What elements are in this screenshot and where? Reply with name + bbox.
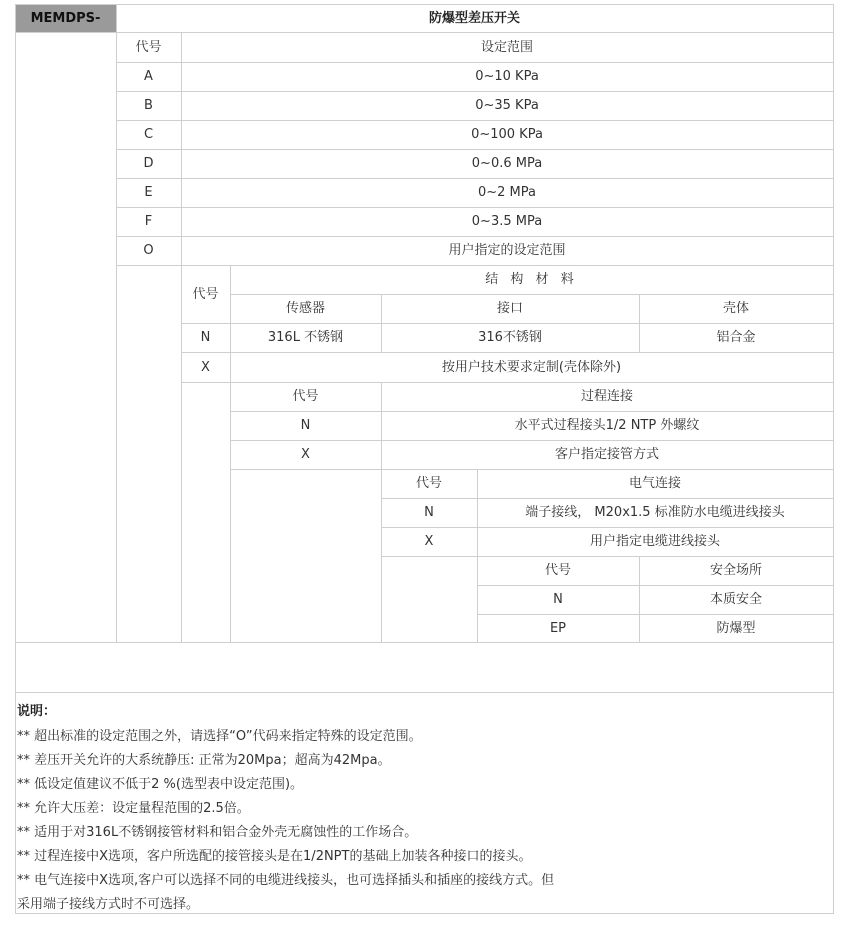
grid-line xyxy=(116,207,833,208)
material-housing-n: 铝合金 xyxy=(716,330,756,345)
note-line: ** 过程连接中X选项，客户所选配的接管接头是在1/2NPT的基础上加装各种接口的接头。 xyxy=(17,849,532,864)
grid-line xyxy=(181,33,182,643)
note-line: ** 差压开关允许的大系统静压: 正常为20Mpa；超高为42Mpa。 xyxy=(17,753,391,768)
grid-line xyxy=(639,294,640,323)
grid-line xyxy=(477,614,833,615)
note-line: ** 超出标准的设定范围之外，请选择“O”代码来指定特殊的设定范围。 xyxy=(17,729,422,744)
material-code-n: N xyxy=(200,330,211,345)
grid-line xyxy=(15,692,833,693)
grid-line xyxy=(381,382,382,643)
model-prefix-cell: MEMDPS- xyxy=(15,4,116,32)
grid-line xyxy=(116,265,833,266)
material-code-header: 代号 xyxy=(192,286,219,302)
electrical-code-header: 代号 xyxy=(415,476,442,491)
process-value-header: 过程连接 xyxy=(580,389,633,404)
grid-line xyxy=(181,323,833,324)
safety-value-n: 本质安全 xyxy=(709,592,762,607)
grid-line xyxy=(15,642,833,643)
grid-line xyxy=(477,585,833,586)
range-code-o: O xyxy=(143,243,154,258)
electrical-code-x: X xyxy=(424,534,434,549)
grid-line xyxy=(15,4,833,5)
process-value-n: 水平式过程接头1/2 NTP 外螺纹 xyxy=(514,418,700,433)
grid-line xyxy=(181,382,833,383)
grid-line xyxy=(116,149,833,150)
range-value-header: 设定范围 xyxy=(480,40,533,55)
material-group-header: 结 构 材 料 xyxy=(485,272,578,287)
note-line: ** 适用于对316L不锈钢接管材料和铝合金外壳无腐蚀性的工作场合。 xyxy=(17,825,418,840)
note-line: ** 电气连接中X选项,客户可以选择不同的电缆进线接头，也可选择插头和插座的接线方式。但 xyxy=(17,873,555,888)
grid-line xyxy=(116,236,833,237)
range-value-b: 0~35 KPa xyxy=(475,98,539,113)
process-code-header: 代号 xyxy=(292,389,319,404)
grid-line xyxy=(116,120,833,121)
grid-line xyxy=(116,4,117,643)
note-line: ** 低设定值建议不低于2 %(选型表中设定范围)。 xyxy=(17,777,304,792)
grid-line xyxy=(833,4,834,914)
note-line: 采用端子接线方式时不可选择。 xyxy=(17,897,200,912)
range-code-a: A xyxy=(144,69,153,84)
material-sensor-n: 316L 不锈钢 xyxy=(267,330,344,345)
safety-value-header: 安全场所 xyxy=(709,563,762,578)
process-value-x: 客户指定接管方式 xyxy=(554,447,659,462)
grid-line xyxy=(181,352,833,353)
range-code-d: D xyxy=(143,156,154,171)
process-code-x: X xyxy=(301,447,310,462)
material-code-x: X xyxy=(201,359,210,375)
range-code-header: 代号 xyxy=(135,40,162,55)
electrical-value-header: 电气连接 xyxy=(628,476,681,491)
notes-heading: 说明： xyxy=(17,704,57,719)
material-port-n: 316不锈钢 xyxy=(478,330,542,345)
material-port-header: 接口 xyxy=(496,301,523,316)
grid-line xyxy=(381,294,382,323)
grid-line xyxy=(381,556,833,557)
grid-line xyxy=(15,913,833,914)
range-value-o: 用户指定的设定范围 xyxy=(448,243,566,258)
safety-code-header: 代号 xyxy=(544,563,571,578)
grid-line xyxy=(477,469,478,643)
grid-line xyxy=(381,527,833,528)
grid-line xyxy=(230,411,833,412)
grid-line xyxy=(15,4,16,914)
electrical-value-x: 用户指定电缆进线接头 xyxy=(589,534,720,549)
safety-code-n: N xyxy=(553,592,563,607)
grid-line xyxy=(381,498,833,499)
range-code-b: B xyxy=(144,98,153,113)
grid-line xyxy=(15,32,833,33)
grid-line xyxy=(116,91,833,92)
grid-line xyxy=(639,323,640,352)
range-value-e: 0~2 MPa xyxy=(477,185,536,200)
range-code-f: F xyxy=(144,214,153,229)
grid-line xyxy=(381,323,382,352)
range-value-c: 0~100 KPa xyxy=(471,127,543,142)
grid-line xyxy=(230,440,833,441)
safety-code-ep: EP xyxy=(549,621,567,636)
material-custom-x: 按用户技术要求定制(壳体除外) xyxy=(441,359,622,375)
range-code-c: C xyxy=(143,127,154,142)
table-title: 防爆型差压开关 xyxy=(428,10,520,26)
grid-line xyxy=(230,294,833,295)
range-value-d: 0~0.6 MPa xyxy=(471,156,543,171)
range-code-e: E xyxy=(144,185,153,200)
grid-line xyxy=(639,556,640,643)
range-value-f: 0~3.5 MPa xyxy=(471,214,543,229)
grid-line xyxy=(116,62,833,63)
material-housing-header: 壳体 xyxy=(722,301,749,316)
grid-line xyxy=(230,265,231,643)
electrical-value-n: 端子接线， M20x1.5 标准防水电缆进线接头 xyxy=(525,505,785,520)
range-value-a: 0~10 KPa xyxy=(475,69,539,84)
safety-value-ep: 防爆型 xyxy=(716,621,756,636)
note-line: ** 允许大压差：设定量程范围的2.5倍。 xyxy=(17,801,250,816)
grid-line xyxy=(230,469,833,470)
material-sensor-header: 传感器 xyxy=(285,301,325,316)
process-code-n: N xyxy=(300,418,311,433)
grid-line xyxy=(116,178,833,179)
electrical-code-n: N xyxy=(424,505,434,520)
